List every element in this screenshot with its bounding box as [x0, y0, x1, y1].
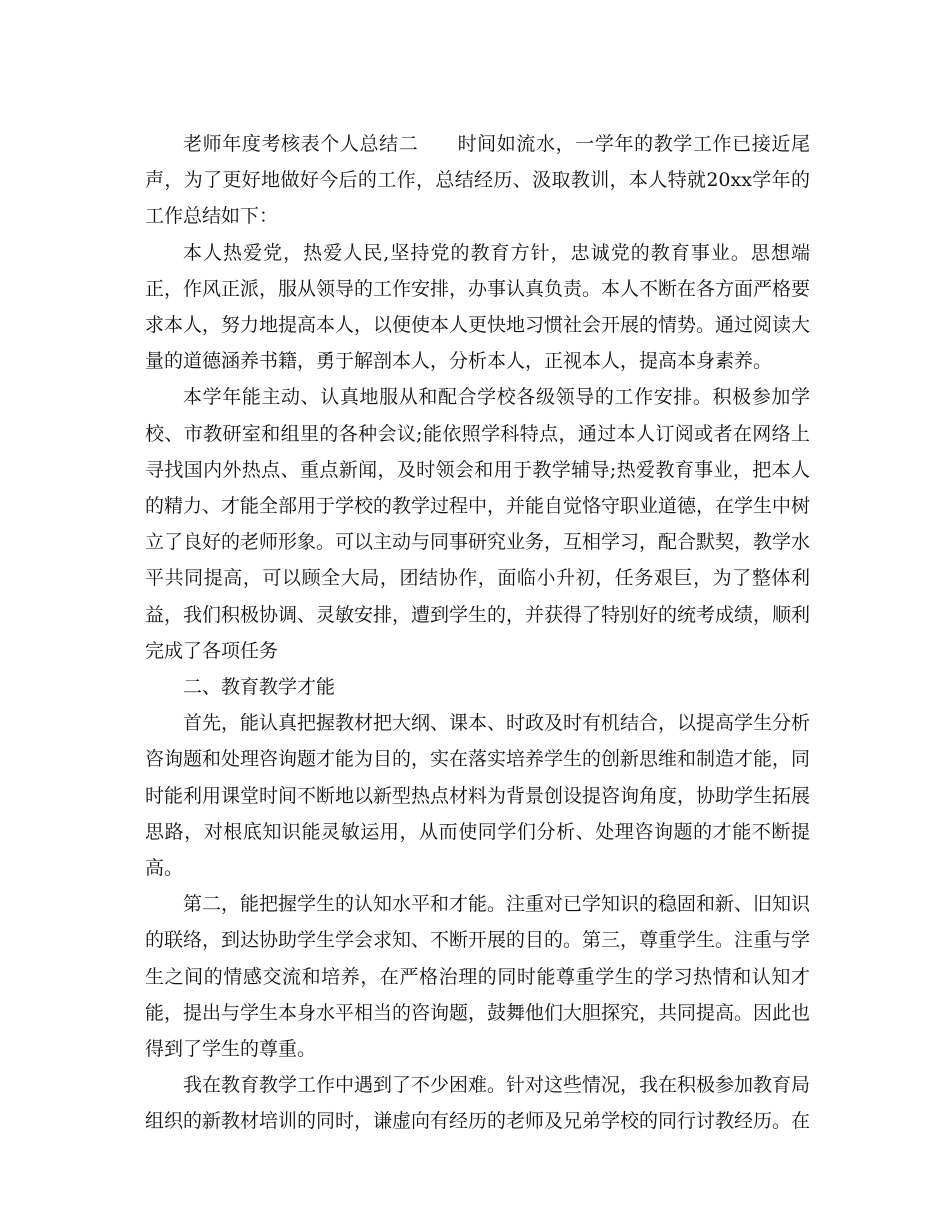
paragraph-work-attitude: 本学年能主动、认真地服从和配合学校各级领导的工作安排。积极参加学校、市教研室和组里的各种会议;能依照学科特点，通过本人订阅或者在网络上寻找国内外热点、重点新闻，及时领会和用于教学辅导;热爱教育事业，把本人的精力、才能全部用于学校的教学过程中，并能自觉恪守职业道德，在学生中树立了良好的老师形象。可以主动与同事研究业务，互相学习，配合默契，教学水平共同提高，可以顾全大局，团结协作，面临小升初，任务艰巨，为了整体利益，我们积极协调、灵敏安排，遭到学生的，并获得了特别好的统考成绩，顺利完成了各项任务 — [145, 386, 811, 662]
paragraph-difficulties: 我在教育教学工作中遇到了不少困难。针对这些情况，我在积极参加教育局组织的新教材培训的同时，谦虚向有经历的老师及兄弟学校的同行讨教经历。在 — [145, 1074, 811, 1133]
section-heading-teaching-ability: 二、教育教学才能 — [183, 676, 336, 699]
paragraph-intro: 老师年度考核表个人总结二 时间如流水，一学年的教学工作已接近尾声，为了更好地做好今后的工作，总结经历、汲取教训，本人特就20xx学年的工作总结如下： — [145, 133, 810, 228]
paragraph-first: 首先，能认真把握教材把大纲、课本、时政及时有机结合，以提高学生分析咨询题和处理咨询题才能为目的，实在落实培养学生的创新思维和制造才能，同时能利用课堂时间不断地以新型热点材料为背景创设提咨询角度，协助学生拓展思路，对根底知识能灵敏运用，从而使同学们分析、处理咨询题的才能不断提高。 — [145, 712, 811, 880]
paragraph-second-third: 第二，能把握学生的认知水平和才能。注重对已学知识的稳固和新、旧知识的联络，到达协助学生学会求知、不断开展的目的。第三，尊重学生。注重与学生之间的情感交流和培养，在严格治理的同时能尊重学生的学习热情和认知才能，提出与学生本身水平相当的咨询题，鼓舞他们大胆探究，共同提高。因此也得到了学生的尊重。 — [145, 893, 811, 1061]
paragraph-ideology: 本人热爱党，热爱人民,坚持党的教育方针，忠诚党的教育事业。思想端正，作风正派，服从领导的工作安排，办事认真负责。本人不断在各方面严格要求本人，努力地提高本人，以便使本人更快地习惯社会开展的情势。通过阅读大量的道德涵养书籍，勇于解剖本人，分析本人，正视本人，提高本身素养。 — [145, 241, 811, 373]
